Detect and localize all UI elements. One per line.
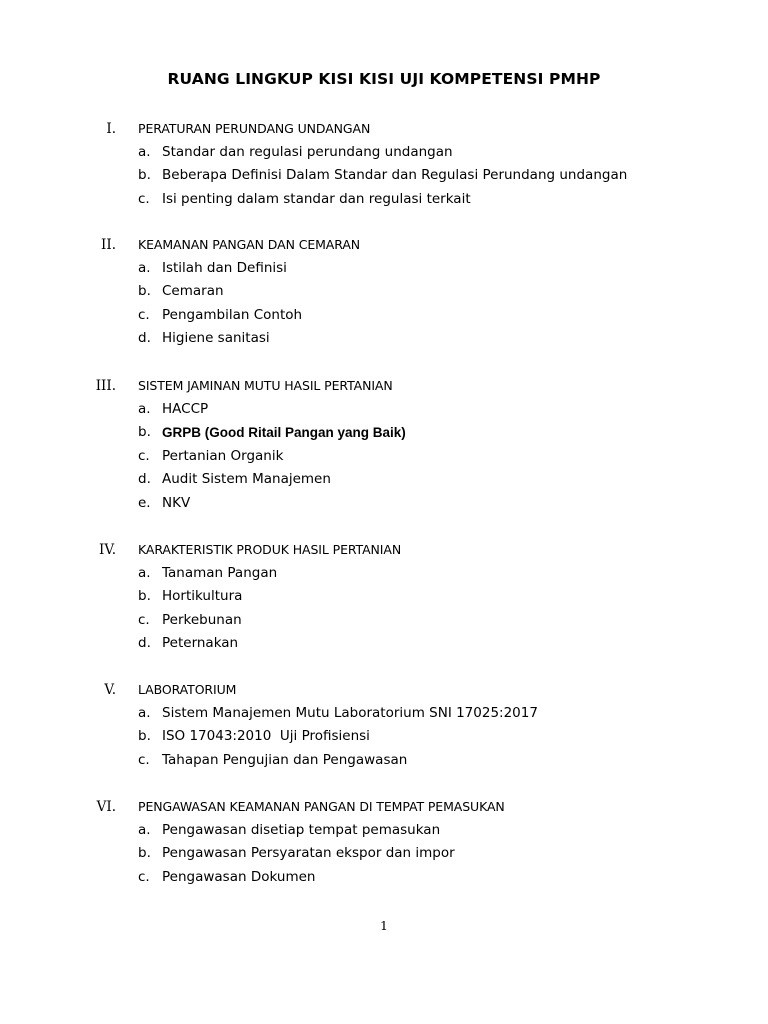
section-numeral: IV. [98, 542, 116, 558]
section-title: KARAKTERISTIK PRODUK HASIL PERTANIAN [138, 542, 402, 557]
section-heading [0, 678, 768, 702]
list-item [0, 492, 768, 515]
list-item [0, 188, 768, 211]
page-number: 1 [380, 918, 388, 933]
item-text: Hortikultura [162, 588, 243, 605]
item-text: Pengawasan Persyaratan ekspor dan impor [162, 845, 455, 862]
list-item [0, 725, 768, 748]
item-letter: b. [138, 283, 151, 300]
list-item [0, 749, 768, 772]
item-text: Pengambilan Contoh [162, 306, 303, 323]
list-item [0, 257, 768, 280]
item-text: Higiene sanitasi [162, 330, 270, 347]
item-text: HACCP [162, 401, 209, 417]
list-item [0, 702, 768, 725]
item-text: GRPB (Good Ritail Pangan yang Baik) [162, 425, 406, 441]
item-text: Sistem Manajemen Mutu Laboratorium SNI 17025:2017 [162, 705, 538, 721]
item-letter: c. [138, 306, 150, 323]
list-item [0, 141, 768, 164]
item-letter: e. [138, 494, 151, 511]
item-text: Beberapa Definisi Dalam Standar dan Regulasi Perundang undangan [162, 167, 628, 184]
list-item [0, 842, 768, 865]
list-item [0, 398, 768, 421]
list-item [0, 632, 768, 655]
section-3 [0, 374, 768, 515]
section-4 [0, 538, 768, 656]
item-text: Cemaran [162, 283, 224, 300]
list-item [0, 819, 768, 842]
item-letter: c. [138, 868, 150, 885]
item-letter: b. [138, 845, 151, 862]
item-letter: a. [138, 401, 151, 417]
item-letter: d. [138, 635, 151, 652]
section-2 [0, 233, 768, 351]
item-letter: b. [138, 728, 151, 745]
list-item [0, 445, 768, 468]
list-item [0, 164, 768, 187]
item-letter: a. [138, 260, 151, 276]
section-heading [0, 374, 768, 398]
list-item [0, 421, 768, 444]
section-heading [0, 117, 768, 141]
item-letter: c. [138, 190, 150, 207]
list-item [0, 562, 768, 585]
section-title: SISTEM JAMINAN MUTU HASIL PERTANIAN [138, 378, 393, 393]
section-title: PERATURAN PERUNDANG UNDANGAN [138, 121, 371, 136]
item-text: Tahapan Pengujian dan Pengawasan [162, 751, 408, 768]
item-text: Pertanian Organik [162, 447, 284, 464]
list-item [0, 468, 768, 491]
item-letter: a. [138, 144, 151, 160]
section-heading [0, 538, 768, 562]
section-numeral: I. [106, 121, 116, 137]
item-letter: d. [138, 471, 151, 488]
item-text: NKV [162, 494, 191, 511]
item-text: ISO 17043:2010 Uji Profisiensi [162, 728, 370, 745]
item-letter: c. [138, 751, 150, 768]
item-text: Perkebunan [162, 611, 242, 628]
section-heading [0, 233, 768, 257]
item-text: Tanaman Pangan [162, 565, 278, 581]
item-text: Pengawasan Dokumen [162, 868, 316, 885]
item-letter: a. [138, 822, 151, 838]
section-6 [0, 795, 768, 889]
item-letter: a. [138, 705, 151, 721]
item-text: Istilah dan Definisi [162, 260, 287, 276]
item-text: Peternakan [162, 635, 239, 652]
item-text: Isi penting dalam standar dan regulasi terkait [162, 190, 471, 207]
list-item [0, 866, 768, 889]
item-letter: b. [138, 167, 151, 184]
section-numeral: V. [104, 682, 116, 698]
item-letter: d. [138, 330, 151, 347]
item-text: Audit Sistem Manajemen [162, 471, 331, 488]
section-title: LABORATORIUM [138, 682, 237, 697]
section-1 [0, 117, 768, 211]
section-numeral: III. [95, 378, 116, 394]
item-letter: b. [138, 424, 151, 441]
section-5 [0, 678, 768, 772]
item-letter: c. [138, 611, 150, 628]
item-letter: a. [138, 565, 151, 581]
section-title: PENGAWASAN KEAMANAN PANGAN DI TEMPAT PEMASUKAN [138, 799, 505, 814]
item-letter: c. [138, 447, 150, 464]
list-item [0, 280, 768, 303]
list-item [0, 304, 768, 327]
section-numeral: II. [101, 237, 116, 253]
list-item [0, 327, 768, 350]
section-numeral: VI. [96, 799, 116, 815]
item-text: Pengawasan disetiap tempat pemasukan [162, 822, 441, 838]
section-title: KEAMANAN PANGAN DAN CEMARAN [138, 237, 361, 252]
item-letter: b. [138, 588, 151, 605]
section-heading [0, 795, 768, 819]
list-item [0, 609, 768, 632]
item-text: Standar dan regulasi perundang undangan [162, 144, 453, 160]
page-title: RUANG LINGKUP KISI KISI UJI KOMPETENSI PMHP [167, 70, 601, 88]
list-item [0, 585, 768, 608]
